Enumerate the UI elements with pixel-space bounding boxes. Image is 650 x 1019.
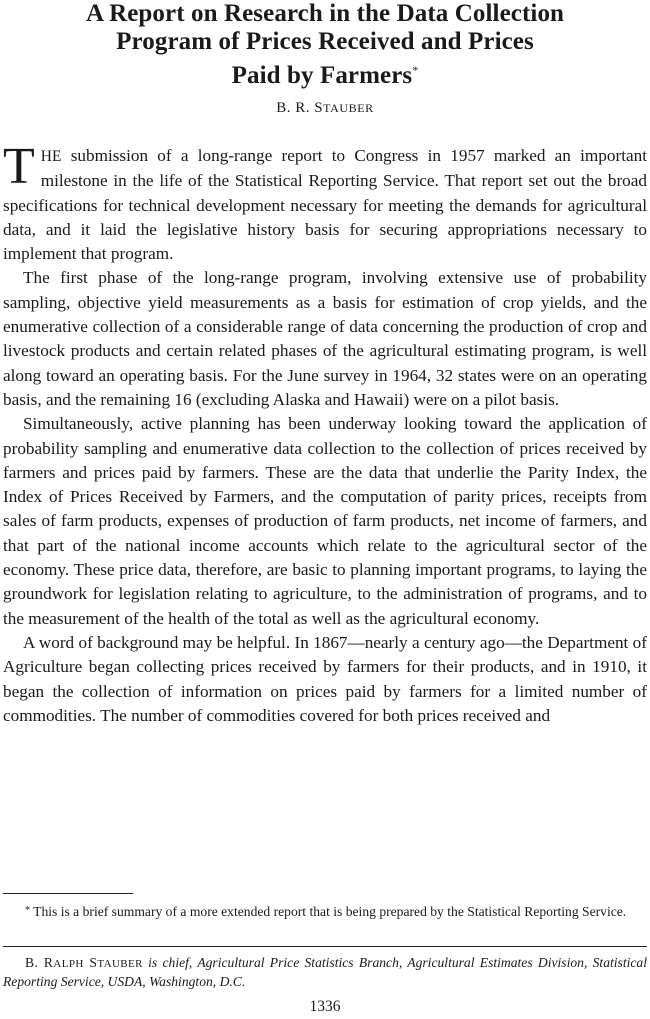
drop-cap: T: [3, 138, 35, 195]
author-byline: [0, 98, 650, 118]
affiliation-role: is chief, Agricultural Price Statistics Branch, Agricultural Estimates Division, Statistical Reporting Service, USDA, Washington, D.C.: [3, 955, 647, 989]
title-footnote: [3, 902, 647, 921]
affiliation-author-name: [25, 955, 143, 970]
article-title: [0, 0, 650, 90]
paragraph-1-lead: HE: [40, 148, 62, 165]
title-line-2: Program of Prices Received and Prices: [116, 28, 534, 55]
affiliation-name-s: S: [83, 955, 98, 970]
affiliation-name-smallcaps-1: ALPH: [53, 958, 84, 970]
footnote-text: This is a brief summary of a more extended report that is being prepared by the Statistical Reporting Service.: [30, 904, 627, 919]
title-footnote-marker: *: [412, 63, 419, 77]
author-surname-smallcaps: TAUBER: [323, 101, 374, 115]
paragraph-4: A word of background may be helpful. In 1867—nearly a century ago—the Department of Agriculture began collecting prices received by farmers for their products, and in 1910, it began the collection of information on prices paid by farmers for a limited number of commodities. The number of commodities covered for both prices received and: [3, 632, 647, 725]
paragraph-1-text: submission of a long-range report to Congress in 1957 marked an important milestone in the life of the Statistical Reporting Service. That report set out the broad specifications for technical development necessary for meeting the demands for agricultural data, and it laid the legislative history basis for securing appropriations necessary to implement that program.: [3, 146, 647, 264]
affiliation-name-smallcaps-2: TAUBER: [97, 958, 143, 970]
author-affiliation: [3, 954, 647, 991]
paragraph-3: Simultaneously, active planning has been underway looking toward the application of probability sampling and enumerative data collection to the collection of prices received by farmers and prices paid by farmers. These are the data that underlie the Parity Index, the Index of Prices Received by Farmers, and the computation of parity prices, receipts from sales of farm products, expenses of production of farm products, net income of farmers, and that part of the national income accounts which relate to the agricultural sector of the economy. These price data, therefore, are basic to planning important programs, to laying the groundwork for legislation relating to agriculture, to the administration of programs, and to the measurement of the health of the total as well as the agricultural economy.: [3, 414, 647, 628]
title-line-1: A Report on Research in the Data Collection: [85, 0, 565, 27]
paragraph-2: The first phase of the long-range program, involving extensive use of probability sampling, objective yield measurements as a basis for estimation of crop yields, and the enumerative collection of a considerable range of data concerning the production of crop and livestock products and certain related phases of the agricultural estimating program, is well along toward an operating basis. For the June survey in 1964, 32 states were on an operating basis, and the remaining 16 (excluding Alaska and Hawaii) were on a pilot basis.: [3, 268, 647, 409]
affiliation-rule: [3, 946, 647, 947]
affiliation-name-initial: B. R: [25, 955, 54, 970]
paragraph-1: [3, 138, 647, 266]
page-number: 1336: [309, 998, 341, 1015]
affiliation-paragraph: [3, 954, 647, 991]
article-body: [3, 138, 647, 728]
footnote-marker: *: [25, 905, 30, 916]
footnote-paragraph: [3, 902, 647, 921]
title-line-3: [0, 56, 650, 90]
title-line-3-text: Paid by Farmers: [231, 62, 413, 89]
footnote-rule: [3, 893, 133, 894]
author-initials: B. R. S: [276, 100, 324, 116]
